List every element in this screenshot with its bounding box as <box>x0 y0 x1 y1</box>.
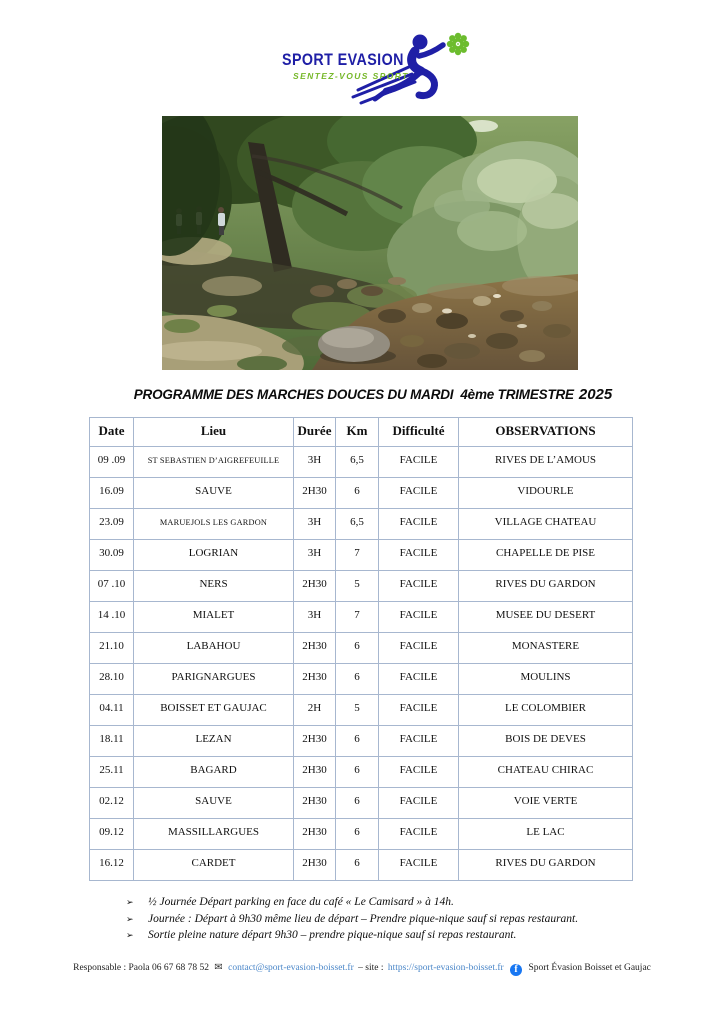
cell-difficulte: FACILE <box>379 447 459 478</box>
facebook-icon: f <box>510 964 522 976</box>
header-duree: Durée <box>294 418 336 447</box>
cell-lieu: ST SEBASTIEN D’AIGREFEUILLE <box>134 447 294 478</box>
cell-duree: 2H30 <box>294 726 336 757</box>
cell-date: 07 .10 <box>90 571 134 602</box>
cell-lieu: MARUEJOLS LES GARDON <box>134 509 294 540</box>
cell-date: 09.12 <box>90 819 134 850</box>
cell-date: 25.11 <box>90 757 134 788</box>
header-difficulte: Difficulté <box>379 418 459 447</box>
cell-difficulte: FACILE <box>379 478 459 509</box>
cell-duree: 2H30 <box>294 757 336 788</box>
table-row <box>90 819 633 850</box>
note-item <box>126 896 578 913</box>
cell-km: 6 <box>336 850 379 881</box>
table-body <box>90 447 633 881</box>
cell-difficulte: FACILE <box>379 819 459 850</box>
cell-difficulte: FACILE <box>379 850 459 881</box>
cell-observations: MUSEE DU DESERT <box>459 602 633 633</box>
table-row <box>90 664 633 695</box>
cell-km: 5 <box>336 571 379 602</box>
table-row <box>90 602 633 633</box>
cell-duree: 2H30 <box>294 478 336 509</box>
cell-difficulte: FACILE <box>379 633 459 664</box>
cell-observations: LE LAC <box>459 819 633 850</box>
cell-km: 5 <box>336 695 379 726</box>
table-row <box>90 850 633 881</box>
cell-duree: 2H30 <box>294 819 336 850</box>
header-lieu: Lieu <box>134 418 294 447</box>
cell-km: 6 <box>336 478 379 509</box>
cell-observations: MOULINS <box>459 664 633 695</box>
cell-lieu: LABAHOU <box>134 633 294 664</box>
table-row <box>90 788 633 819</box>
flower-icon <box>447 33 469 55</box>
cell-duree: 2H30 <box>294 788 336 819</box>
cell-km: 6 <box>336 664 379 695</box>
cell-lieu: PARIGNARGUES <box>134 664 294 695</box>
mail-icon: ✉ <box>214 962 223 973</box>
cell-duree: 2H30 <box>294 664 336 695</box>
header-date: Date <box>90 418 134 447</box>
header-observations: OBSERVATIONS <box>459 418 633 447</box>
cell-km: 6,5 <box>336 447 379 478</box>
email-link[interactable]: contact@sport-evasion-boisset.fr <box>228 963 354 973</box>
site-link[interactable]: https://sport-evasion-boisset.fr <box>387 963 504 973</box>
cell-lieu: LEZAN <box>134 726 294 757</box>
cell-observations: RIVES DE L’AMOUS <box>459 447 633 478</box>
header-km: Km <box>336 418 379 447</box>
cell-difficulte: FACILE <box>379 757 459 788</box>
title-year: 2025 <box>578 386 613 403</box>
cell-observations: VOIE VERTE <box>459 788 633 819</box>
bullet-arrow-icon: ➢ <box>126 898 134 908</box>
cell-observations: CHAPELLE DE PISE <box>459 540 633 571</box>
river-photo <box>162 116 578 370</box>
note-text: Journée : Départ à 9h30 même lieu de départ – Prendre pique-nique sauf si repas restaurant. <box>148 912 579 925</box>
cell-km: 6 <box>336 757 379 788</box>
logo-tagline: SENTEZ-VOUS SPORT <box>293 71 409 81</box>
cell-km: 6 <box>336 633 379 664</box>
cell-duree: 2H <box>294 695 336 726</box>
cell-difficulte: FACILE <box>379 664 459 695</box>
cell-km: 7 <box>336 602 379 633</box>
cell-duree: 3H <box>294 447 336 478</box>
cell-difficulte: FACILE <box>379 571 459 602</box>
cell-difficulte: FACILE <box>379 695 459 726</box>
title-main: PROGRAMME DES MARCHES DOUCES DU MARDI <box>133 387 454 402</box>
cell-date: 09 .09 <box>90 447 134 478</box>
cell-difficulte: FACILE <box>379 602 459 633</box>
footer-facebook-name: Sport Évasion Boisset et Gaujac <box>528 963 651 973</box>
table-header-row <box>90 418 633 447</box>
bullet-arrow-icon: ➢ <box>126 931 134 941</box>
cell-lieu: SAUVE <box>134 788 294 819</box>
table-row <box>90 540 633 571</box>
cell-date: 02.12 <box>90 788 134 819</box>
cell-km: 7 <box>336 540 379 571</box>
sport-evasion-logo <box>262 28 480 112</box>
program-table <box>89 417 633 881</box>
page-title <box>0 386 724 403</box>
cell-difficulte: FACILE <box>379 788 459 819</box>
cell-difficulte: FACILE <box>379 509 459 540</box>
cell-observations: VIDOURLE <box>459 478 633 509</box>
cell-observations: VILLAGE CHATEAU <box>459 509 633 540</box>
note-text: Sortie pleine nature départ 9h30 – prendre pique-nique sauf si repas restaurant. <box>148 929 517 941</box>
table-row <box>90 447 633 478</box>
table-row <box>90 726 633 757</box>
cell-duree: 3H <box>294 602 336 633</box>
cell-km: 6 <box>336 819 379 850</box>
page-footer <box>0 962 724 976</box>
cell-km: 6,5 <box>336 509 379 540</box>
cell-date: 14 .10 <box>90 602 134 633</box>
cell-date: 30.09 <box>90 540 134 571</box>
table-row <box>90 571 633 602</box>
cell-date: 04.11 <box>90 695 134 726</box>
cell-date: 16.12 <box>90 850 134 881</box>
table-row <box>90 633 633 664</box>
cell-difficulte: FACILE <box>379 540 459 571</box>
cell-date: 21.10 <box>90 633 134 664</box>
cell-date: 28.10 <box>90 664 134 695</box>
cell-date: 18.11 <box>90 726 134 757</box>
cell-duree: 3H <box>294 540 336 571</box>
logo-title: SPORT EVASION <box>282 50 404 69</box>
cell-duree: 3H <box>294 509 336 540</box>
table-row <box>90 509 633 540</box>
table-row <box>90 478 633 509</box>
title-trimester: 4ème TRIMESTRE <box>460 387 574 402</box>
cell-duree: 2H30 <box>294 571 336 602</box>
cell-km: 6 <box>336 726 379 757</box>
cell-lieu: MIALET <box>134 602 294 633</box>
cell-lieu: BOISSET ET GAUJAC <box>134 695 294 726</box>
note-text: ½ Journée Départ parking en face du café « Le Camisard » à 14h. <box>148 896 454 908</box>
cell-lieu: SAUVE <box>134 478 294 509</box>
note-item <box>126 913 578 930</box>
cell-date: 23.09 <box>90 509 134 540</box>
cell-duree: 2H30 <box>294 850 336 881</box>
cell-observations: MONASTERE <box>459 633 633 664</box>
cell-lieu: CARDET <box>134 850 294 881</box>
cell-lieu: MASSILLARGUES <box>134 819 294 850</box>
footer-site-label: – site : <box>358 963 384 973</box>
cell-observations: LE COLOMBIER <box>459 695 633 726</box>
cell-lieu: LOGRIAN <box>134 540 294 571</box>
note-item <box>126 929 578 946</box>
bullet-arrow-icon: ➢ <box>126 914 134 925</box>
cell-duree: 2H30 <box>294 633 336 664</box>
notes-list <box>126 896 578 946</box>
table-row <box>90 757 633 788</box>
cell-observations: RIVES DU GARDON <box>459 850 633 881</box>
table-row <box>90 695 633 726</box>
cell-observations: RIVES DU GARDON <box>459 571 633 602</box>
cell-difficulte: FACILE <box>379 726 459 757</box>
cell-observations: CHATEAU CHIRAC <box>459 757 633 788</box>
cell-km: 6 <box>336 788 379 819</box>
cell-lieu: BAGARD <box>134 757 294 788</box>
cell-observations: BOIS DE DEVES <box>459 726 633 757</box>
cell-date: 16.09 <box>90 478 134 509</box>
footer-responsable: Responsable : Paola 06 67 68 78 52 <box>73 963 209 973</box>
cell-lieu: NERS <box>134 571 294 602</box>
